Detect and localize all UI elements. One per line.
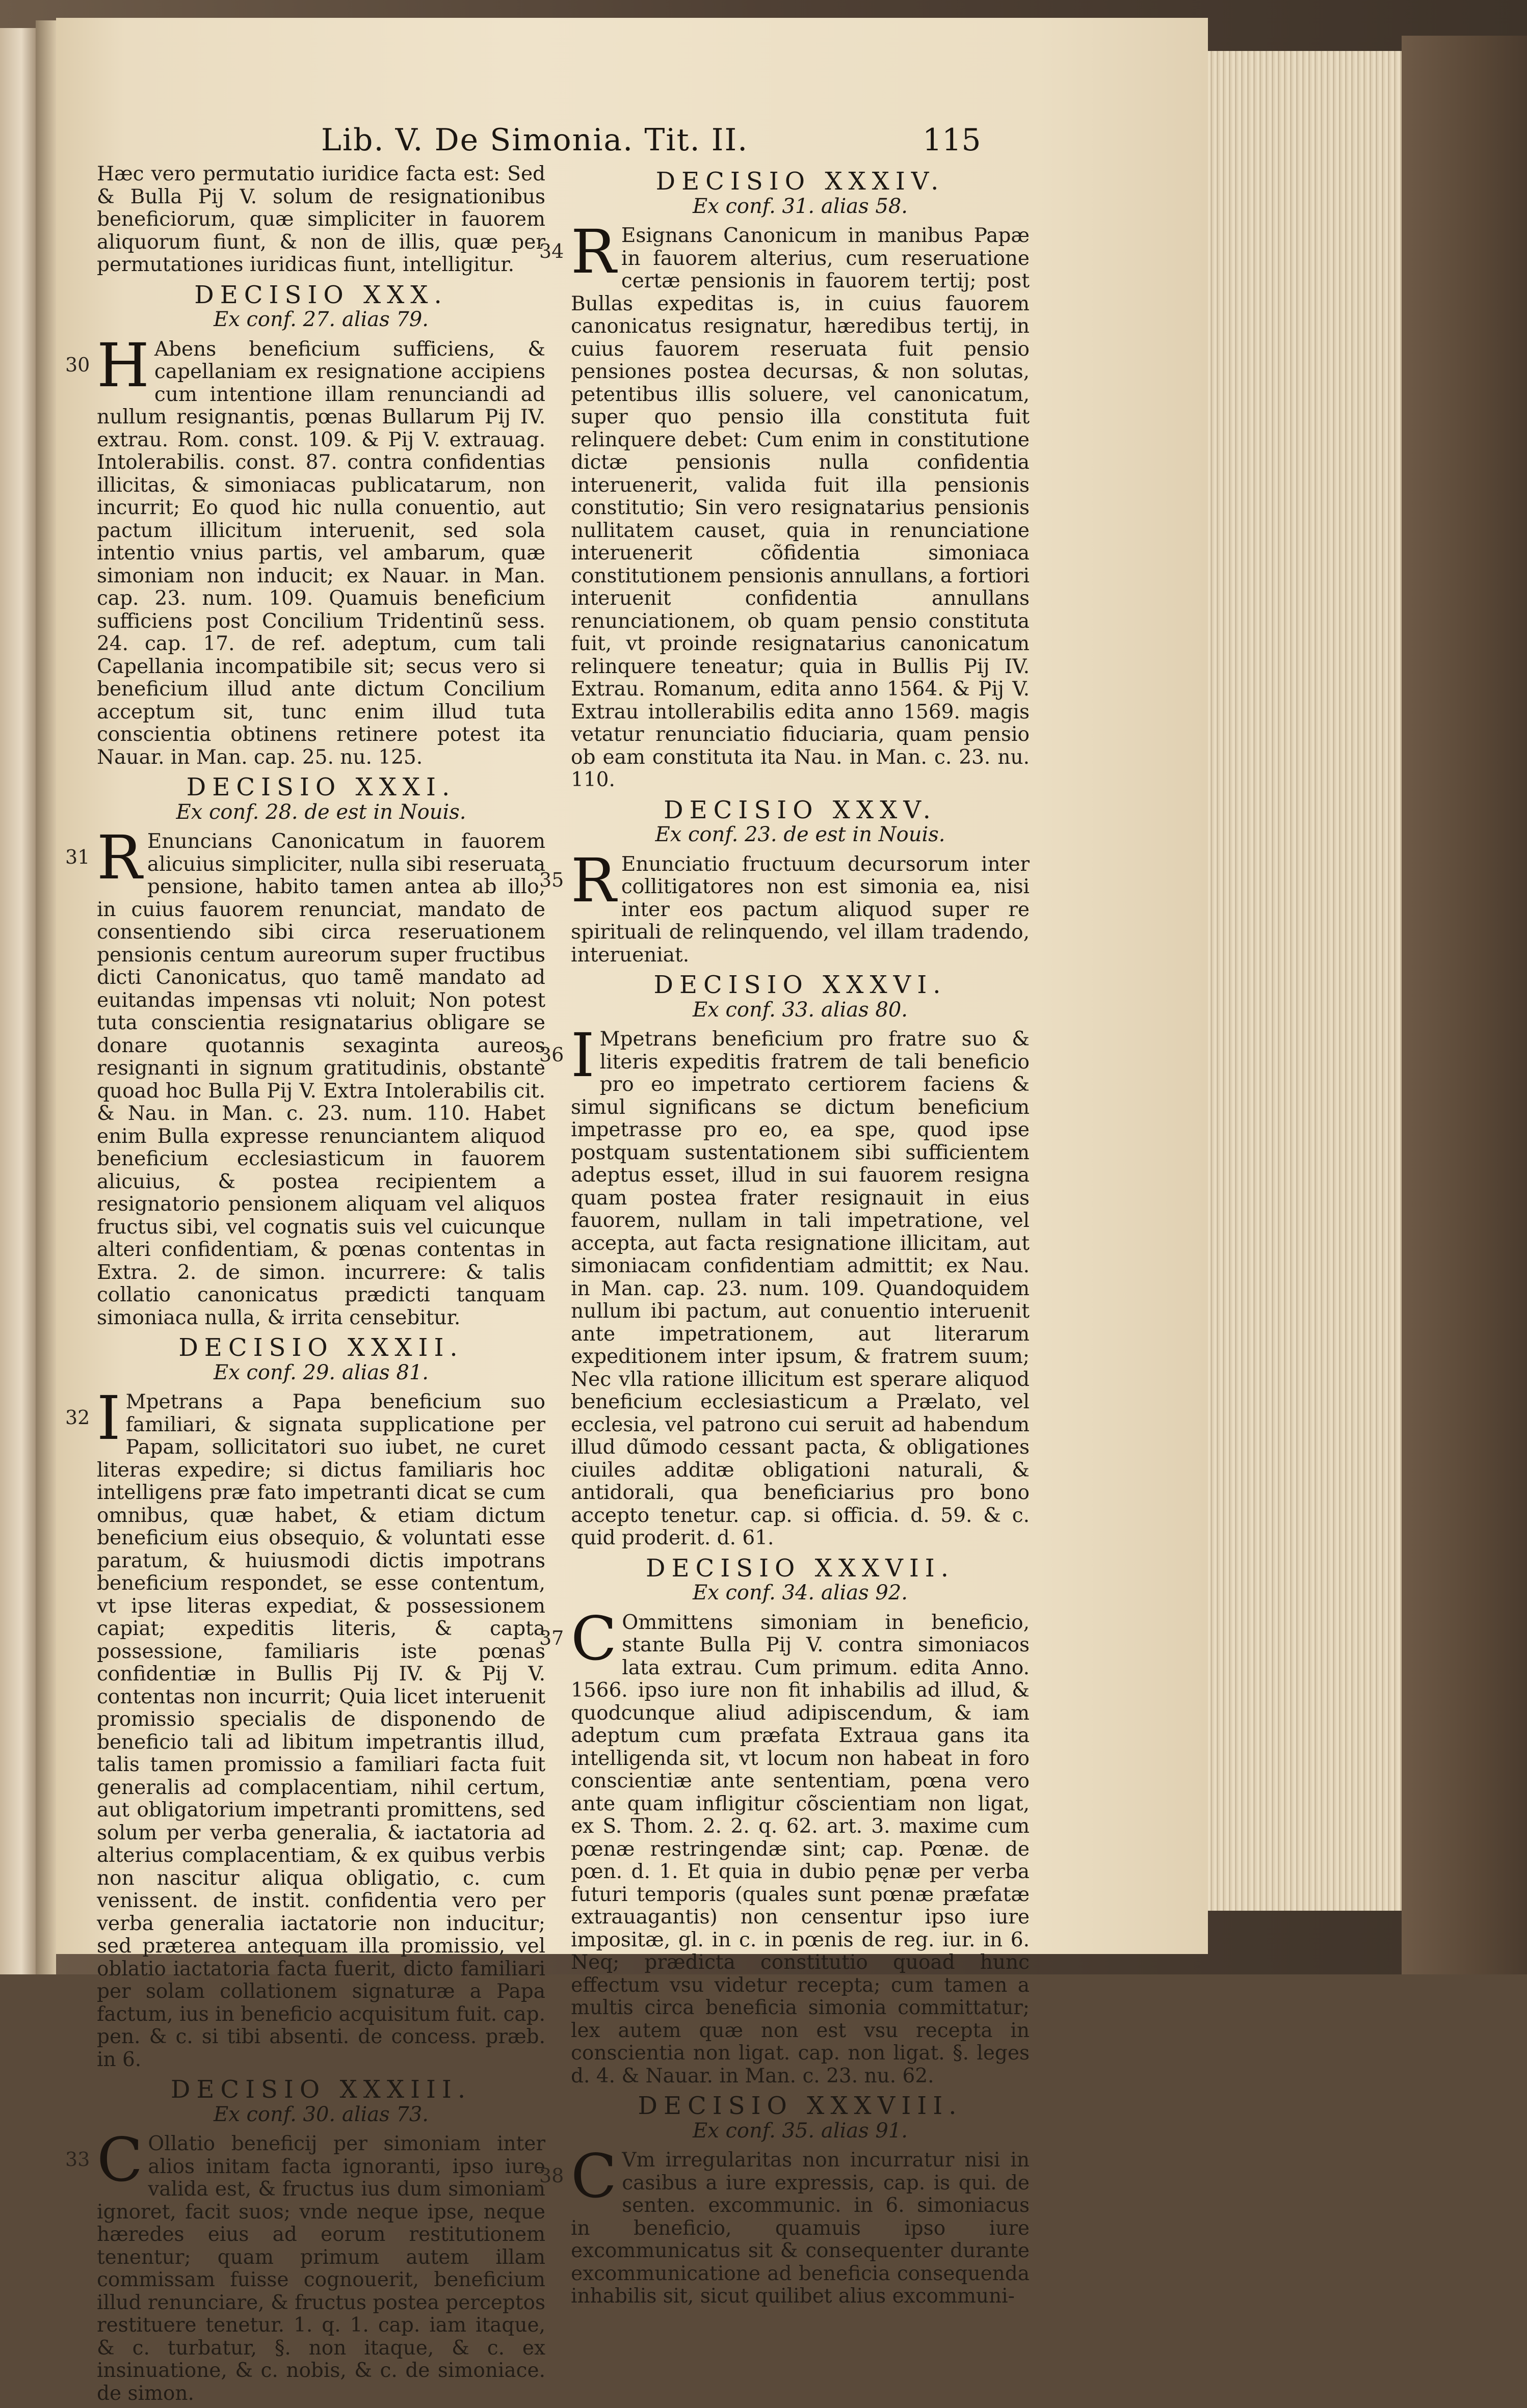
decision-text: Ommittens simoniam in beneficio, stante Bulla Pij V. contra simoniacos lata extrau. Cum primum. edita Anno. 1566. ipso iure non fit inhabilis ad illud, & quodcunque aliud adipiscendum, & iam adeptum cum præfata Extraua gans ita intelligenda sit, vt locum non habeat in foro conscientiæ ante sententiam, pœna vero ante quam infligitur cõscientiam non ligat, ex S. Thom. 2. 2. q. 62. art. 3. maxime cum pœnæ restringendæ sint; cap. Pœnæ. de pœn. d. 1. Et quia in dubio pęnæ per verba futuri temporis (quales sunt pœnæ præfatæ extrauagantis) non censentur ipso iure impositæ, gl. in c. in pœnis de reg. iur. in 6. Neq; prædicta constitutio quoad hunc effectum vsu videtur recepta; cum tamen a multis circa beneficia simonia committatur; lex autem quæ non est vsu recepta in conscientia non ligat. cap. non ligat. §. leges d. 4. & Nauar. in Man. c. 23. nu. 62. (571, 1611, 1030, 2088)
decision-block (539, 795, 1030, 967)
decision-source: Ex conf. 23. de est in Nouis. (655, 823, 945, 846)
decision-text: Enunciatio fructuum decursorum inter collitigatores non est simonia ea, nisi inter eos pactum aliquod super re spirituali de relinquendo, vel illam tradendo, interueniat. (571, 852, 1030, 967)
decision-paragraph (539, 1603, 1030, 2088)
decision-text: Mpetrans a Papa beneficium suo familiari, & signata supplicatione per Papam, sollicitatori suo iubet, ne curet literas expedire; si dictus familiaris hoc intelligens præ fato impetranti dicat se cum omnibus, quæ habet, & etiam dictum beneficium eius obsequio, & voluntati esse paratum, & huiusmodi dictis impotrans beneficium respondet, se esse contentum, vt ipse literas expediat, & possessionem capiat; expeditis literis, & capta possessione, familiaris iste pœnas confidentiæ in Bullis Pij IV. & Pij V. contentas non incurrit; Quia licet interuenit promissio specialis de disponendo de beneficio tali ad libitum impetrantis illud, talis tamen promissio a familiari facta fuit generalis ad complacentiam, nihil certum, aut obligatorium impetranti promittens, sed solum per verba generalia, & iactatoria ad alterius complacentiam, & ex quibus verbis non nascitur aliqua obligatio, c. cum venissent. de instit. confidentia vero per verba generalia iactatorie non inducitur; sed præterea antequam illa promissio, vel oblatio iactatoria facta fuerit, dicto familiari per solam collationem signaturæ a Papa factum, ius in beneficio acquisitum fuit. cap. pen. & c. si tibi absenti. de concess. præb. in 6. (97, 1390, 545, 2071)
decision-source: Ex conf. 29. alias 81. (214, 1360, 429, 1384)
margin-number: 38 (539, 2164, 564, 2187)
margin-number: 30 (65, 353, 90, 376)
decision-block (65, 773, 545, 1329)
decision-paragraph (539, 845, 1030, 967)
drop-cap: C (571, 1603, 617, 1674)
drop-cap: H (97, 330, 149, 400)
decision-text: Vm irregularitas non incurratur nisi in casibus a iure expressis, cap. is qui. de senten. excommunic. in 6. simoniacus in beneficio, quamuis ipso iure excommunicatus sit & consequenter durante excommunicatione ad beneficia consequenda inhabilis sit, sicut quilibet alius excommuni- (571, 2149, 1030, 2308)
decision-heading: DECISIO XXXII. (178, 1333, 464, 1362)
decision-text: Enuncians Canonicatum in fauorem alicuius simpliciter, nulla sibi reseruata pensione, habito tamen antea ab illo, in cuius fauorem renunciat, mandato de consentiendo sibi circa reseruationem pensionis centum aureorum super fructibus dicti Canonicatus, quo tamẽ mandato ad euitandas impensas vti noluit; Non potest tuta conscientia resignatarius obligare se donare quotannis sexaginta aureos resignanti in signum gratitudinis, obstante quoad hoc Bulla Pij V. Extra Intolerabilis cit. & Nau. in Man. c. 23. num. 110. Habet enim Bulla expresse renunciantem aliquod beneficium ecclesiasticum in fauorem alicuius, & postea recipientem a resignatorio pensionem aliquam vel aliquos fructus sibi, vel cognatis suis vel cuicunque alteri confidentiam, & pœnas contentas in Extra. 2. de simon. incurrere: & talis collatio canonicatus prædicti tanquam simoniaca nulla, & irrita censebitur. (97, 830, 545, 1329)
decision-text: Ollatio beneficij per simoniam inter alios initam facta ignoranti, ipso iure valida est, & fructus ius dum simoniam ignoret, facit suos; vnde neque ipse, neque hæredes eius ad eorum restitutionem tenentur; quam primum autem illam commissam fuisse cognouerit, beneficium illud renunciare, & fructus postea perceptos restituere tenetur. 1. q. 1. cap. iam itaque, & c. turbatur, §. non itaque, & c. ex insinuatione, & c. nobis, & c. de simoniace. de simon. (97, 2132, 546, 2405)
decision-text: Abens beneficium sufficiens, & capellaniam ex resignatione accipiens cum intentione illam renunciandi ad nullum resignantis, pœnas Bullarum Pij IV. extrau. Rom. const. 109. & Pij V. extrauag. Intolerabilis. const. 87. contra confidentias illicitas, & simoniacas publicatarum, non incurrit; Eo quod hic nulla conuentio, aut pactum illicitum interuenit, sed sola intentio vnius partis, vel ambarum, quæ simoniam non inducit; ex Nauar. in Man. cap. 23. num. 109. Quamuis beneficium sufficiens post Concilium Tridentinũ sess. 24. cap. 17. de ref. adeptum, cum tali Capellania incompatibile sit; secus vero si beneficium illud ante dictum Concilium acceptum sit, tunc enim illud tuta conscientia obtinens retinere potest ita Nauar. in Man. cap. 25. nu. 125. (97, 337, 545, 769)
decision-paragraph (65, 1383, 545, 2071)
decision-block (65, 280, 545, 769)
decision-heading: DECISIO XXXV. (664, 795, 937, 824)
decision-paragraph (539, 1020, 1030, 1550)
drop-cap: R (571, 845, 616, 916)
gutter (36, 20, 56, 1974)
decision-source: Ex conf. 28. de est in Nouis. (176, 800, 466, 824)
drop-cap: C (571, 2141, 617, 2211)
decision-heading: DECISIO XXX. (194, 280, 448, 309)
decision-text: Esignans Canonicum in manibus Papæ in fauorem alterius, cum reseruatione certæ pensionis in fauorem tertij; post Bullas expeditas is, in cuius fauorem canonicatus resignatur, hæredibus tertij, in cuius fauorem reseruata fuit pensio pensiones postea decursas, & non solutas, petentibus illis soluere, vel canonicatum, super quo pensio illa constituta fuit relinquere debet: Cum enim in constitutione dictæ pensionis nulla confidentia interuenerit, valida fuit illa pensionis constitutio; Sin vero resignatarius pensionis nullitatem causet, quia in renunciatione interuenerit cõfidentia simoniaca constitutionem pensionis annullans, a fortiori interuenit confidentia annullans renunciationem, ob quam pensio constituta fuit, vt proinde resignatarius canonicatum relinquere teneatur; quia in Bullis Pij IV. Extrau. Romanum, edita anno 1564. & Pij V. Extrau intollerabilis edita anno 1569. magis vetatur renunciatio fiduciaria, quam pensio ob eam constituta ita Nau. in Man. c. 23. nu. 110. (571, 224, 1030, 791)
page-number: 115 (923, 122, 981, 158)
decision-heading: DECISIO XXXVII. (645, 1554, 955, 1583)
page-edges (1208, 51, 1402, 1911)
decision-source: Ex conf. 33. alias 80. (693, 998, 908, 1022)
decision-heading: DECISIO XXXIII. (170, 2075, 472, 2104)
drop-cap: C (97, 2125, 143, 2195)
decision-paragraph (65, 2125, 546, 2405)
drop-cap: I (571, 1020, 595, 1090)
intro-text: Hæc vero permutatio iuridice facta est: Sed & Bulla Pij V. solum de resignationibus beneficiorum, quæ simpliciter in fauorem aliquorum fiunt, & non de illis, quæ per permutationes iuridicas fiunt, intelligitur. (97, 163, 545, 276)
decision-block (65, 2075, 546, 2405)
decision-source: Ex conf. 34. alias 92. (693, 1581, 908, 1604)
decision-block (539, 971, 1030, 1550)
decision-text: Mpetrans beneficium pro fratre suo & literis expeditis fratrem de tali beneficio pro eo impetrato certiorem faciens & simul significans se dictum beneficium impetrasse pro eo, ea spe, quod ipse postquam sustentationem sibi sufficientem adeptus esset, illud in sui fauorem resigna quam postea frater resignauit in eius fauorem, nullam in tali impetratione, vel accepta, aut facta resignatione illicitam, aut simoniacam confidentiam admittit; ex Nau. in Man. cap. 23. num. 109. Quandoquidem nullum ibi pactum, aut conuentio interuenit ante impetrationem, aut literarum expeditionem inter ipsum, & fratrem suum; Nec vlla ratione illicitum est sperare aliquod beneficium ecclesiasticum a Prælato, vel ecclesia, vel patrono cui seruit ad habendum illud dũmodo cessant pacta, & obligationes ciuiles additæ obligationi naturali, & antidorali, qua beneficiarius pro bono accepto tenetur. cap. si officia. d. 59. & c. quid proderit. d. 61. (571, 1028, 1030, 1549)
drop-cap: I (97, 1383, 121, 1453)
decision-heading: DECISIO XXXI. (186, 773, 456, 801)
book-cover (1402, 36, 1527, 1974)
decision-heading: DECISIO XXXIV. (655, 167, 945, 196)
left-column (65, 163, 546, 2408)
margin-number: 35 (539, 868, 564, 891)
decision-source: Ex conf. 31. alias 58. (693, 194, 908, 218)
drop-cap: R (571, 217, 616, 287)
decision-source: Ex conf. 35. alias 91. (693, 2119, 908, 2143)
decision-heading: DECISIO XXXVI. (653, 971, 947, 999)
decision-block (539, 2092, 1030, 2308)
decision-paragraph (539, 2141, 1030, 2308)
drop-cap: R (97, 822, 142, 893)
decision-source: Ex conf. 27. alias 79. (214, 308, 429, 331)
right-column (539, 163, 1030, 2311)
decision-block (65, 1333, 545, 2071)
margin-number: 32 (65, 1406, 90, 1429)
margin-number: 34 (539, 240, 564, 262)
margin-number: 31 (65, 846, 90, 868)
decision-paragraph (539, 217, 1030, 792)
decision-block (539, 167, 1030, 792)
left-page-edge (0, 28, 36, 1974)
decision-block (539, 1554, 1030, 2088)
decision-source: Ex conf. 30. alias 73. (214, 2102, 429, 2126)
decision-paragraph (65, 330, 545, 769)
decision-heading: DECISIO XXXVIII. (638, 2092, 963, 2120)
running-head: Lib. V. De Simonia. Tit. II. (321, 122, 749, 158)
decision-paragraph (65, 822, 545, 1329)
margin-number: 36 (539, 1044, 564, 1066)
margin-number: 33 (65, 2148, 90, 2171)
margin-number: 37 (539, 1626, 564, 1649)
